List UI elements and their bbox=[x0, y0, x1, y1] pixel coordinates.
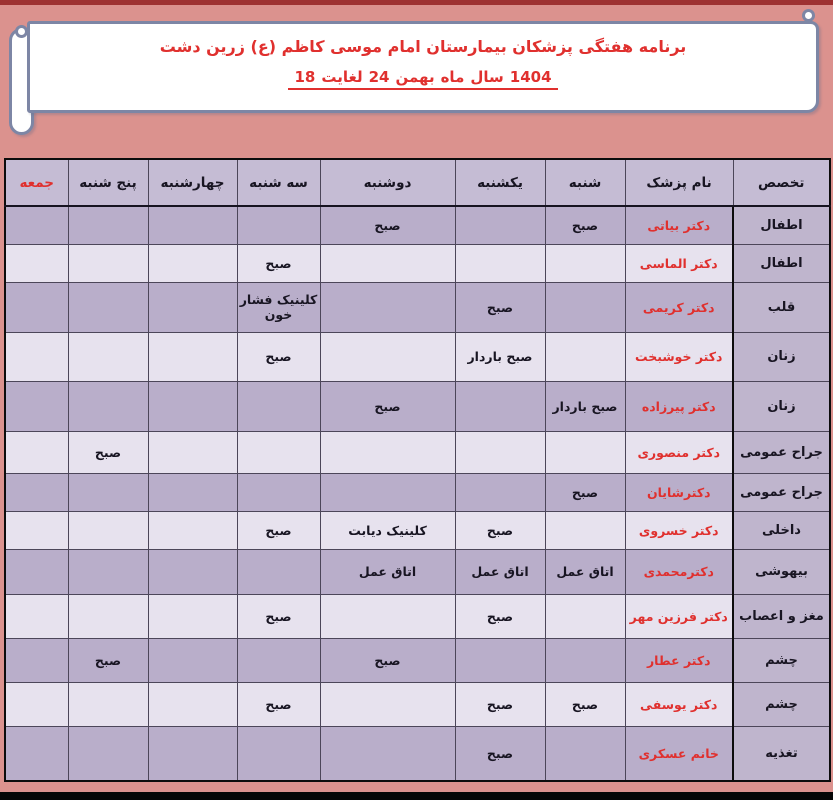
schedule-cell bbox=[545, 726, 625, 781]
schedule-cell: صبح bbox=[545, 682, 625, 726]
date-word: بهمن bbox=[395, 68, 435, 86]
column-header: شنبه bbox=[545, 159, 625, 206]
doctor-name-cell: دکتر خوشبخت bbox=[625, 332, 733, 381]
specialty-cell: مغز و اعصاب bbox=[733, 594, 830, 638]
schedule-cell bbox=[68, 726, 148, 781]
schedule-cell bbox=[5, 431, 68, 473]
schedule-cell bbox=[320, 431, 455, 473]
doctor-name-cell: دکتر خسروی bbox=[625, 511, 733, 549]
date-word: سال bbox=[470, 68, 504, 86]
schedule-cell bbox=[148, 549, 237, 594]
schedule-cell bbox=[455, 431, 545, 473]
schedule-title: برنامه هفتگی پزشکان بیمارستان امام موسی کاظم (ع) زرین دشت bbox=[159, 37, 687, 56]
schedule-cell: اتاق عمل bbox=[455, 549, 545, 594]
schedule-cell bbox=[68, 381, 148, 431]
weekly-schedule-table-wrap bbox=[4, 158, 829, 782]
schedule-cell: صبح باردار bbox=[455, 332, 545, 381]
specialty-cell: جراح عمومی bbox=[733, 431, 830, 473]
schedule-cell bbox=[237, 726, 320, 781]
specialty-cell: زنان bbox=[733, 332, 830, 381]
column-header: یکشنبه bbox=[455, 159, 545, 206]
schedule-cell bbox=[545, 511, 625, 549]
specialty-cell: اطفال bbox=[733, 206, 830, 244]
schedule-cell bbox=[237, 431, 320, 473]
schedule-cell bbox=[148, 682, 237, 726]
schedule-cell bbox=[545, 332, 625, 381]
specialty-cell: بیهوشی bbox=[733, 549, 830, 594]
table-body bbox=[5, 206, 830, 781]
date-word: 24 bbox=[368, 68, 390, 86]
schedule-cell bbox=[545, 431, 625, 473]
bottom-border-strip bbox=[0, 792, 833, 800]
schedule-cell bbox=[68, 682, 148, 726]
schedule-cell bbox=[68, 332, 148, 381]
doctor-name-cell: دکترشایان bbox=[625, 473, 733, 511]
schedule-cell bbox=[68, 549, 148, 594]
specialty-cell: چشم bbox=[733, 682, 830, 726]
schedule-cell bbox=[148, 381, 237, 431]
schedule-cell bbox=[237, 473, 320, 511]
doctor-name-cell: دکتر یوسفی bbox=[625, 682, 733, 726]
schedule-cell bbox=[455, 638, 545, 682]
schedule-cell bbox=[545, 594, 625, 638]
schedule-cell bbox=[68, 206, 148, 244]
schedule-row bbox=[5, 511, 830, 549]
doctor-name-cell: دکتر منصوری bbox=[625, 431, 733, 473]
doctor-name-cell: دکتر عطار bbox=[625, 638, 733, 682]
schedule-cell bbox=[148, 244, 237, 282]
schedule-cell bbox=[455, 381, 545, 431]
schedule-cell bbox=[148, 206, 237, 244]
schedule-cell bbox=[5, 332, 68, 381]
schedule-cell bbox=[68, 594, 148, 638]
scroll-banner bbox=[0, 0, 833, 150]
schedule-cell bbox=[148, 726, 237, 781]
scroll-body bbox=[27, 21, 819, 113]
column-header: چهارشنبه bbox=[148, 159, 237, 206]
doctor-name-cell: دکتر بیاتی bbox=[625, 206, 733, 244]
schedule-date-range bbox=[288, 68, 557, 90]
schedule-cell bbox=[5, 594, 68, 638]
schedule-cell bbox=[5, 511, 68, 549]
date-word: 1404 bbox=[509, 68, 552, 86]
schedule-cell bbox=[320, 332, 455, 381]
doctor-name-cell: دکتر فرزین مهر bbox=[625, 594, 733, 638]
schedule-cell bbox=[455, 206, 545, 244]
schedule-cell: کلینیک دیابت bbox=[320, 511, 455, 549]
schedule-cell bbox=[148, 511, 237, 549]
schedule-cell: صبح bbox=[237, 511, 320, 549]
schedule-cell: صبح bbox=[455, 282, 545, 332]
specialty-cell: تغذیه bbox=[733, 726, 830, 781]
schedule-row bbox=[5, 282, 830, 332]
schedule-cell bbox=[148, 638, 237, 682]
schedule-cell: صبح باردار bbox=[545, 381, 625, 431]
schedule-cell bbox=[237, 638, 320, 682]
schedule-cell: صبح bbox=[455, 726, 545, 781]
column-header: دوشنبه bbox=[320, 159, 455, 206]
date-word: 18 bbox=[294, 68, 316, 86]
schedule-row bbox=[5, 638, 830, 682]
schedule-cell bbox=[320, 473, 455, 511]
schedule-cell bbox=[545, 638, 625, 682]
schedule-cell: صبح bbox=[320, 638, 455, 682]
specialty-cell: زنان bbox=[733, 381, 830, 431]
schedule-cell: صبح bbox=[455, 594, 545, 638]
schedule-row bbox=[5, 431, 830, 473]
specialty-cell: اطفال bbox=[733, 244, 830, 282]
schedule-cell: صبح bbox=[320, 206, 455, 244]
schedule-row bbox=[5, 549, 830, 594]
specialty-cell: جراح عمومی bbox=[733, 473, 830, 511]
schedule-row bbox=[5, 332, 830, 381]
schedule-cell bbox=[5, 206, 68, 244]
schedule-cell: صبح bbox=[455, 511, 545, 549]
weekly-schedule-table bbox=[4, 158, 831, 782]
schedule-cell bbox=[5, 726, 68, 781]
schedule-cell bbox=[5, 244, 68, 282]
schedule-cell bbox=[320, 282, 455, 332]
date-word: لغایت bbox=[321, 68, 363, 86]
schedule-row bbox=[5, 473, 830, 511]
schedule-cell bbox=[455, 244, 545, 282]
schedule-cell: صبح bbox=[320, 381, 455, 431]
table-header bbox=[5, 159, 830, 206]
schedule-cell: صبح bbox=[455, 682, 545, 726]
schedule-cell bbox=[5, 638, 68, 682]
specialty-cell: داخلی bbox=[733, 511, 830, 549]
schedule-cell bbox=[68, 473, 148, 511]
schedule-cell bbox=[68, 244, 148, 282]
schedule-cell bbox=[455, 473, 545, 511]
schedule-cell bbox=[237, 206, 320, 244]
schedule-cell: صبح bbox=[237, 332, 320, 381]
schedule-cell bbox=[320, 594, 455, 638]
doctor-name-cell: دکتر کریمی bbox=[625, 282, 733, 332]
schedule-cell bbox=[545, 244, 625, 282]
schedule-cell bbox=[320, 726, 455, 781]
schedule-cell: کلینیک فشار خون bbox=[237, 282, 320, 332]
date-range-wrap bbox=[30, 67, 816, 90]
schedule-cell bbox=[237, 381, 320, 431]
schedule-row bbox=[5, 726, 830, 781]
schedule-row bbox=[5, 594, 830, 638]
schedule-cell: صبح bbox=[545, 206, 625, 244]
column-header: جمعه bbox=[5, 159, 68, 206]
specialty-cell: چشم bbox=[733, 638, 830, 682]
schedule-cell: اتاق عمل bbox=[545, 549, 625, 594]
schedule-cell bbox=[237, 549, 320, 594]
schedule-cell: صبح bbox=[237, 244, 320, 282]
schedule-row bbox=[5, 244, 830, 282]
schedule-cell bbox=[545, 282, 625, 332]
doctor-name-cell: دکتر پیرزاده bbox=[625, 381, 733, 431]
header-row bbox=[5, 159, 830, 206]
schedule-row bbox=[5, 381, 830, 431]
schedule-cell bbox=[148, 594, 237, 638]
schedule-cell bbox=[148, 431, 237, 473]
column-header: تخصص bbox=[733, 159, 830, 206]
scroll-curl-top-left-icon bbox=[15, 25, 28, 38]
schedule-cell: صبح bbox=[237, 594, 320, 638]
specialty-cell: قلب bbox=[733, 282, 830, 332]
doctor-name-cell: خانم عسکری bbox=[625, 726, 733, 781]
schedule-cell: صبح bbox=[237, 682, 320, 726]
schedule-cell bbox=[148, 473, 237, 511]
column-header: پنج شنبه bbox=[68, 159, 148, 206]
schedule-row bbox=[5, 682, 830, 726]
doctor-name-cell: دکتر الماسی bbox=[625, 244, 733, 282]
column-header: نام پزشک bbox=[625, 159, 733, 206]
schedule-cell bbox=[320, 682, 455, 726]
schedule-cell bbox=[320, 244, 455, 282]
schedule-cell bbox=[148, 332, 237, 381]
doctor-name-cell: دکترمحمدی bbox=[625, 549, 733, 594]
schedule-cell bbox=[68, 282, 148, 332]
schedule-cell bbox=[5, 549, 68, 594]
schedule-cell bbox=[148, 282, 237, 332]
schedule-cell bbox=[5, 282, 68, 332]
column-header: سه شنبه bbox=[237, 159, 320, 206]
schedule-cell: صبح bbox=[545, 473, 625, 511]
schedule-row bbox=[5, 206, 830, 244]
schedule-cell: صبح bbox=[68, 431, 148, 473]
schedule-cell bbox=[68, 511, 148, 549]
schedule-cell bbox=[5, 473, 68, 511]
schedule-cell bbox=[5, 381, 68, 431]
schedule-cell bbox=[5, 682, 68, 726]
date-word: ماه bbox=[440, 68, 465, 86]
schedule-cell: صبح bbox=[68, 638, 148, 682]
scroll-curl-top-right-icon bbox=[802, 9, 815, 22]
schedule-cell: اتاق عمل bbox=[320, 549, 455, 594]
